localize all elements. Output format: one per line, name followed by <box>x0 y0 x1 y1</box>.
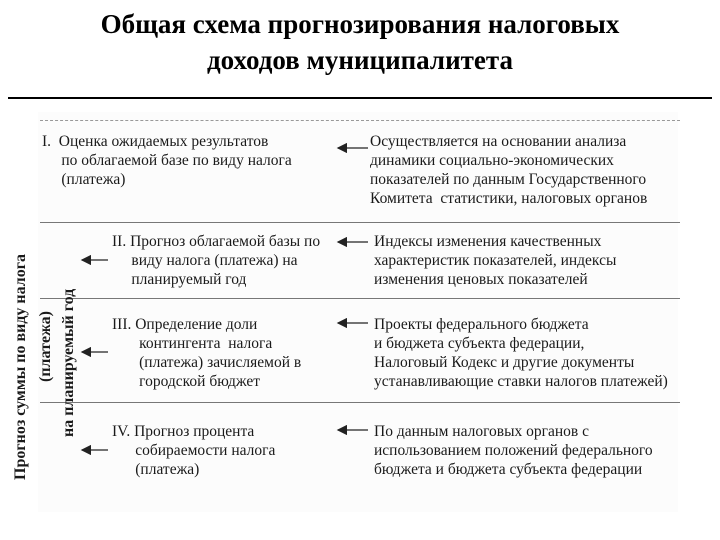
step-1-estimate: I. Оценка ожидаемых результатов по облагаемой базе по виду налога (платежа) <box>42 133 292 188</box>
step-3-share: III. Определение доли контингента налога (платежа) зачисляемой в городской бюджет <box>112 316 302 390</box>
title-line-1: Общая схема прогнозирования налоговых <box>100 9 620 39</box>
title-line-2: доходов муниципалитета <box>207 45 513 75</box>
side-label-line-1: Прогноз суммы по виду налога <box>12 254 29 480</box>
side-label-line-3: на планируемый год <box>60 288 77 437</box>
source-1: Осуществляется на основании анализа динамики социально-экономических показателей по данным Государственного Комитета статистики, налоговых органов <box>370 133 648 207</box>
step-4-collectability: IV. Прогноз процента собираемости налога (платежа) <box>112 423 276 478</box>
source-4: По данным налоговых органов с использованием положений федерального бюджета и бюджета субъекта федерации <box>374 423 653 478</box>
step-2-forecast-base: II. Прогноз облагаемой базы по виду налога (платежа) на планируемый год <box>112 233 321 288</box>
source-2: Индексы изменения качественных характеристик показателей, индексы изменения ценовых показателей <box>374 233 617 288</box>
source-3: Проекты федерального бюджета и бюджета субъекта федерации, Налоговый Кодекс и другие документы устанавливающие ставки налогов платежей) <box>374 316 668 390</box>
side-label-line-2: (платежа) <box>37 311 54 382</box>
